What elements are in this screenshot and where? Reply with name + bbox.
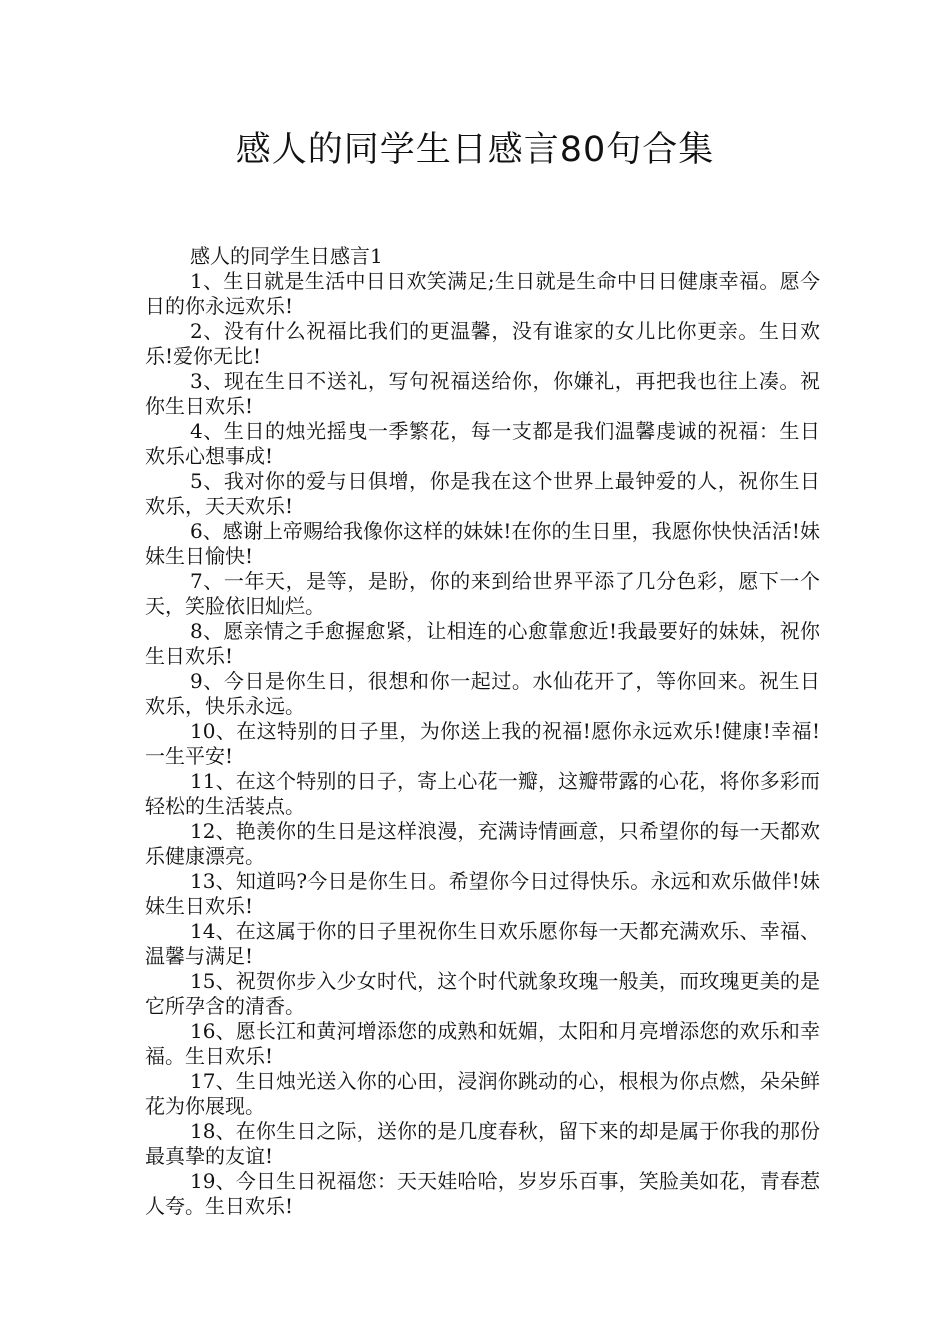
paragraph: 18、在你生日之际，送你的是几度春秋，留下来的却是属于你我的那份最真挚的友谊! — [145, 1119, 820, 1168]
paragraph: 6、感谢上帝赐给我像你这样的妹妹!在你的生日里，我愿你快快活活!妹妹生日愉快! — [145, 519, 820, 568]
paragraph: 7、一年天，是等，是盼，你的来到给世界平添了几分色彩，愿下一个天，笑脸依旧灿烂。 — [145, 569, 820, 618]
paragraph: 17、生日烛光送入你的心田，浸润你跳动的心，根根为你点燃，朵朵鲜花为你展现。 — [145, 1069, 820, 1118]
paragraph: 10、在这特别的日子里，为你送上我的祝福!愿你永远欢乐!健康!幸福!一生平安! — [145, 719, 820, 768]
document-body — [145, 244, 820, 1219]
paragraph: 15、祝贺你步入少女时代，这个时代就象玫瑰一般美，而玫瑰更美的是它所孕含的清香。 — [145, 969, 820, 1018]
paragraph: 16、愿长江和黄河增添您的成熟和妩媚，太阳和月亮增添您的欢乐和幸福。生日欢乐! — [145, 1019, 820, 1068]
paragraph: 11、在这个特别的日子，寄上心花一瓣，这瓣带露的心花，将你多彩而轻松的生活装点。 — [145, 769, 820, 818]
paragraph: 13、知道吗?今日是你生日。希望你今日过得快乐。永远和欢乐做伴!妹妹生日欢乐! — [145, 869, 820, 918]
section-heading: 感人的同学生日感言1 — [190, 244, 383, 268]
paragraph: 19、今日生日祝福您：天天娃哈哈，岁岁乐百事，笑脸美如花，青春惹人夸。生日欢乐! — [145, 1169, 820, 1218]
paragraph: 5、我对你的爱与日俱增，你是我在这个世界上最钟爱的人，祝你生日欢乐，天天欢乐! — [145, 469, 820, 518]
paragraph: 1、生日就是生活中日日欢笑满足;生日就是生命中日日健康幸福。愿今日的你永远欢乐! — [145, 269, 820, 318]
paragraph: 4、生日的烛光摇曳一季繁花，每一支都是我们温馨虔诚的祝福：生日欢乐心想事成! — [145, 419, 820, 468]
paragraph: 9、今日是你生日，很想和你一起过。水仙花开了，等你回来。祝生日欢乐，快乐永远。 — [145, 669, 820, 718]
paragraph: 8、愿亲情之手愈握愈紧，让相连的心愈靠愈近!我最要好的妹妹，祝你生日欢乐! — [145, 619, 820, 668]
paragraph: 14、在这属于你的日子里祝你生日欢乐愿你每一天都充满欢乐、幸福、温馨与满足! — [145, 919, 820, 968]
paragraph: 12、艳羡你的生日是这样浪漫，充满诗情画意，只希望你的每一天都欢乐健康漂亮。 — [145, 819, 820, 868]
document-title: 感人的同学生日感言80句合集 — [235, 130, 715, 170]
paragraph: 2、没有什么祝福比我们的更温馨，没有谁家的女儿比你更亲。生日欢乐!爱你无比! — [145, 319, 820, 368]
paragraph: 3、现在生日不送礼，写句祝福送给你，你嫌礼，再把我也往上凑。祝你生日欢乐! — [145, 369, 820, 418]
